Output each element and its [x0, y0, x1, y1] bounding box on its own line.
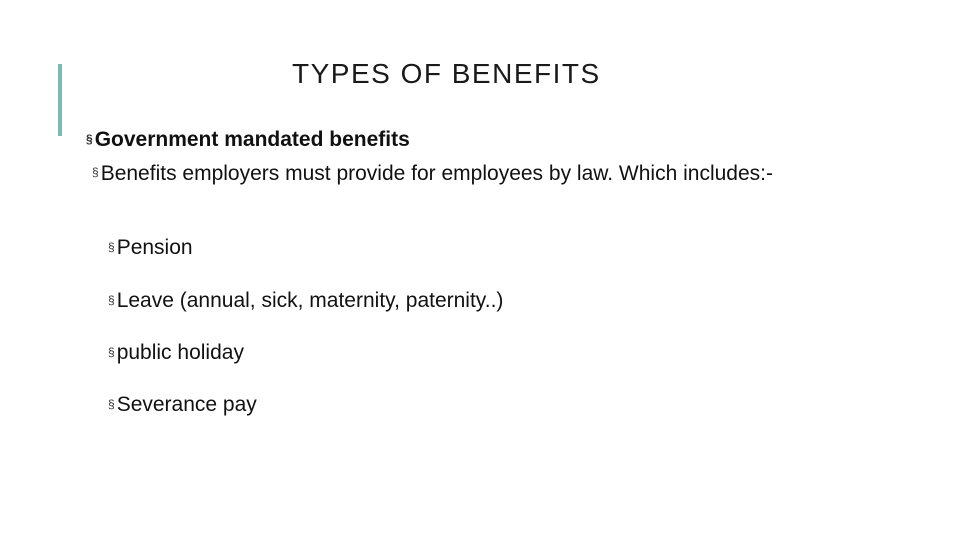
- bullet-item-severance-pay: [108, 393, 257, 417]
- bullet-icon: §: [86, 132, 93, 146]
- bullet-item-public-holiday: [108, 341, 244, 365]
- bullet-icon: §: [108, 293, 115, 307]
- bullet-item-pension: [108, 236, 193, 260]
- bullet-item-text: Severance pay: [116, 393, 257, 416]
- bullet-level1-text: Government mandated benefits: [94, 128, 410, 151]
- accent-bar: [58, 64, 62, 136]
- bullet-icon: §: [92, 165, 99, 179]
- bullet-item-leave: [108, 289, 503, 313]
- bullet-icon: §: [108, 240, 115, 254]
- bullet-level2: [92, 161, 792, 187]
- bullet-level1: [86, 128, 410, 152]
- bullet-item-text: public holiday: [116, 341, 244, 364]
- slide-title: TYPES OF BENEFITS: [292, 58, 601, 89]
- bullet-item-text: Pension: [116, 236, 193, 259]
- bullet-level2-text: Benefits employers must provide for employees by law. Which includes:-: [100, 162, 773, 185]
- bullet-item-text: Leave (annual, sick, maternity, paternity..): [116, 289, 504, 312]
- bullet-icon: §: [108, 345, 115, 359]
- bullet-icon: §: [108, 397, 115, 411]
